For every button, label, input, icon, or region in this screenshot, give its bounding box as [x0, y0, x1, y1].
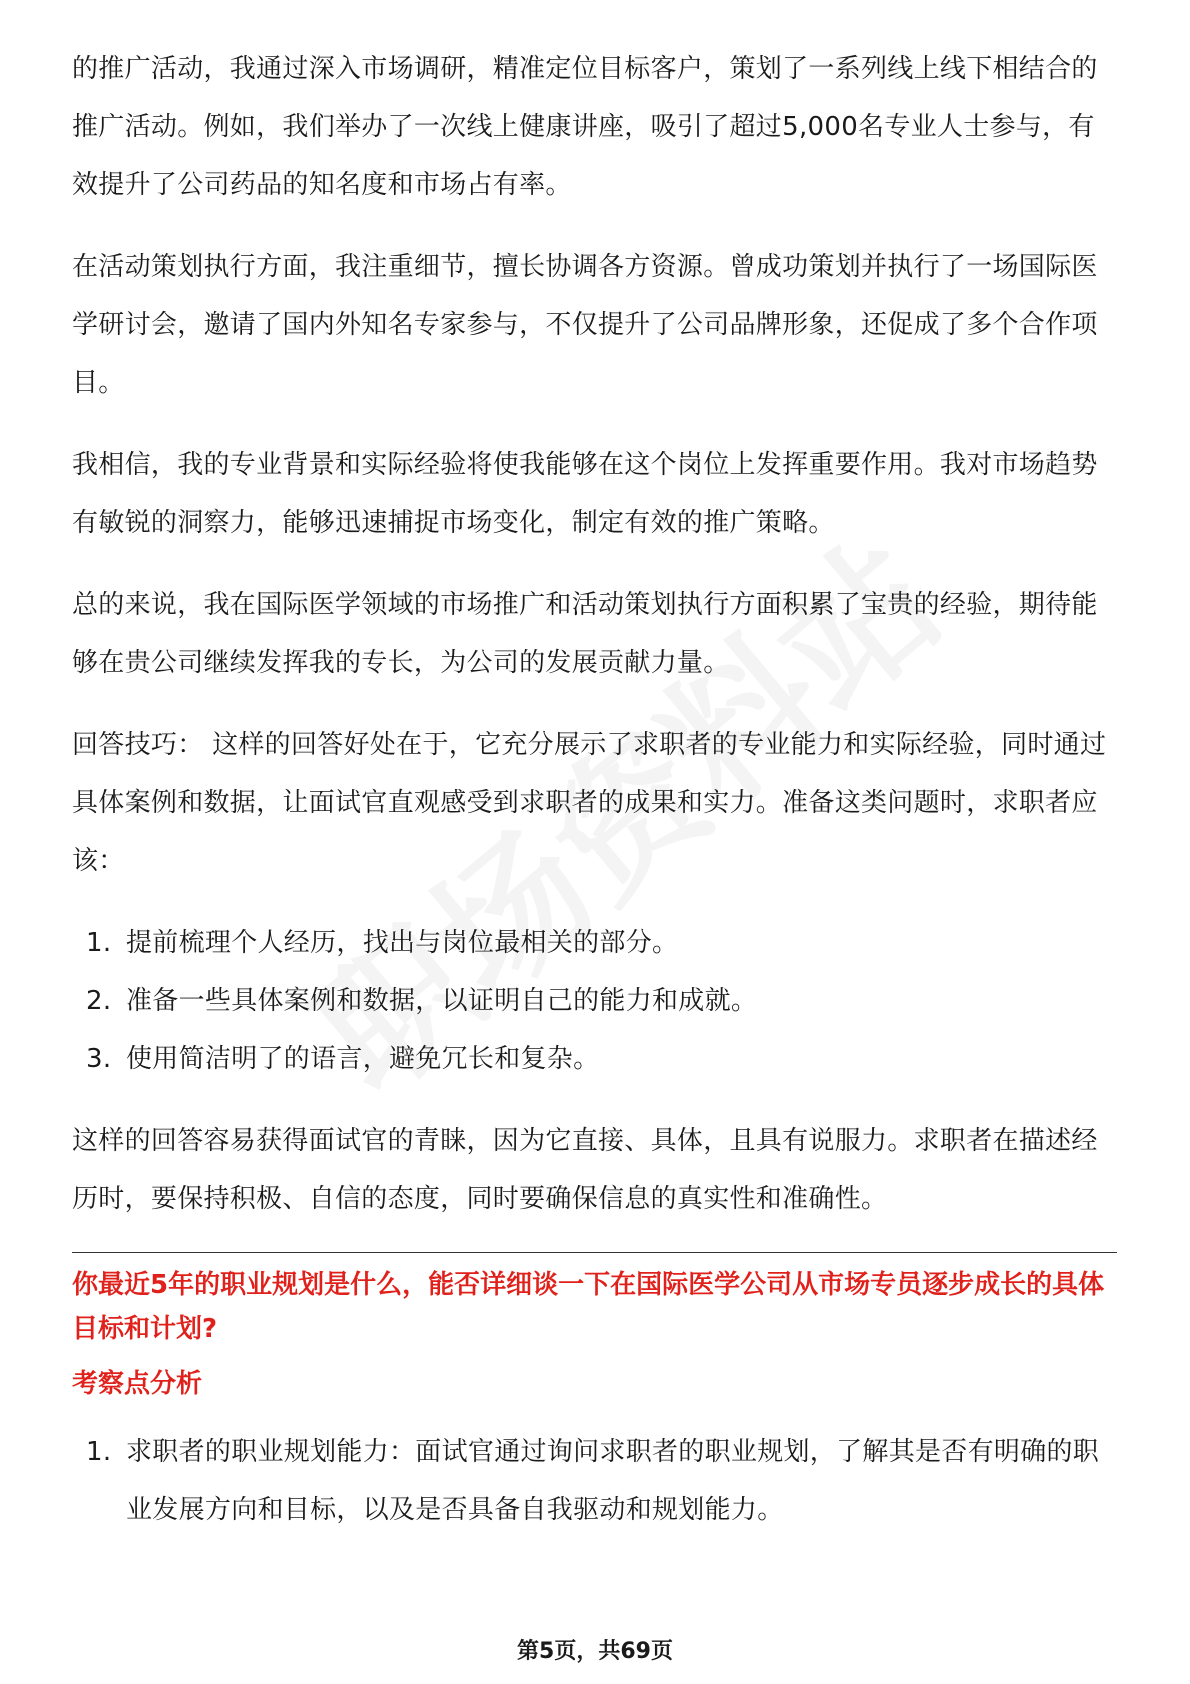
- list-item-text: 准备一些具体案例和数据，以证明自己的能力和成就。: [126, 986, 758, 1016]
- list-item-number: 2.: [86, 986, 112, 1016]
- list-item-text: 提前梳理个人经历，找出与岗位最相关的部分。: [126, 928, 679, 958]
- document-page: [72, 40, 1117, 1563]
- analysis-list: [72, 1423, 1117, 1539]
- paragraph-promotion: 的推广活动，我通过深入市场调研，精准定位目标客户，策划了一系列线上线下相结合的推广活动。例如，我们举办了一次线上健康讲座，吸引了超过5,000名专业人士参与，有效提升了公司药品的知名度和市场占有率。: [72, 54, 1098, 200]
- section-title: 考察点分析: [72, 1369, 203, 1399]
- paragraph-belief: 我相信，我的专业背景和实际经验将使我能够在这个岗位上发挥重要作用。我对市场趋势有敏锐的洞察力，能够迅速捕捉市场变化，制定有效的推广策略。: [72, 450, 1098, 538]
- list-item: [72, 972, 1117, 1030]
- list-item: [72, 1030, 1117, 1088]
- tips-list: [72, 914, 1117, 1088]
- section-divider: [72, 1252, 1117, 1253]
- paragraph-event-planning: 在活动策划执行方面，我注重细节，擅长协调各方资源。曾成功策划并执行了一场国际医学研讨会，邀请了国内外知名专家参与，不仅提升了公司品牌形象，还促成了多个合作项目。: [72, 252, 1098, 398]
- paragraph-answer-tips: 回答技巧： 这样的回答好处在于，它充分展示了求职者的专业能力和实际经验，同时通过具体案例和数据，让面试官直观感受到求职者的成果和实力。准备这类问题时，求职者应该：: [72, 730, 1107, 876]
- paragraph-summary: 总的来说，我在国际医学领域的市场推广和活动策划执行方面积累了宝贵的经验，期待能够在贵公司继续发挥我的专长，为公司的发展贡献力量。: [72, 590, 1098, 678]
- list-item-text: 使用简洁明了的语言，避免冗长和复杂。: [126, 1044, 600, 1074]
- list-item-text: 求职者的职业规划能力：面试官通过询问求职者的职业规划，了解其是否有明确的职业发展方向和目标，以及是否具备自我驱动和规划能力。: [126, 1437, 1100, 1525]
- list-item-number: 1.: [86, 1437, 112, 1467]
- list-item-number: 3.: [86, 1044, 112, 1074]
- list-item: [72, 914, 1117, 972]
- interview-question: 你最近5年的职业规划是什么，能否详细谈一下在国际医学公司从市场专员逐步成长的具体目标和计划?: [72, 1270, 1105, 1344]
- list-item-number: 1.: [86, 928, 112, 958]
- page-number: 第5页，共69页: [517, 1639, 673, 1664]
- list-item: [72, 1423, 1117, 1539]
- paragraph-closing: 这样的回答容易获得面试官的青睐，因为它直接、具体，且具有说服力。求职者在描述经历时，要保持积极、自信的态度，同时要确保信息的真实性和准确性。: [72, 1126, 1098, 1214]
